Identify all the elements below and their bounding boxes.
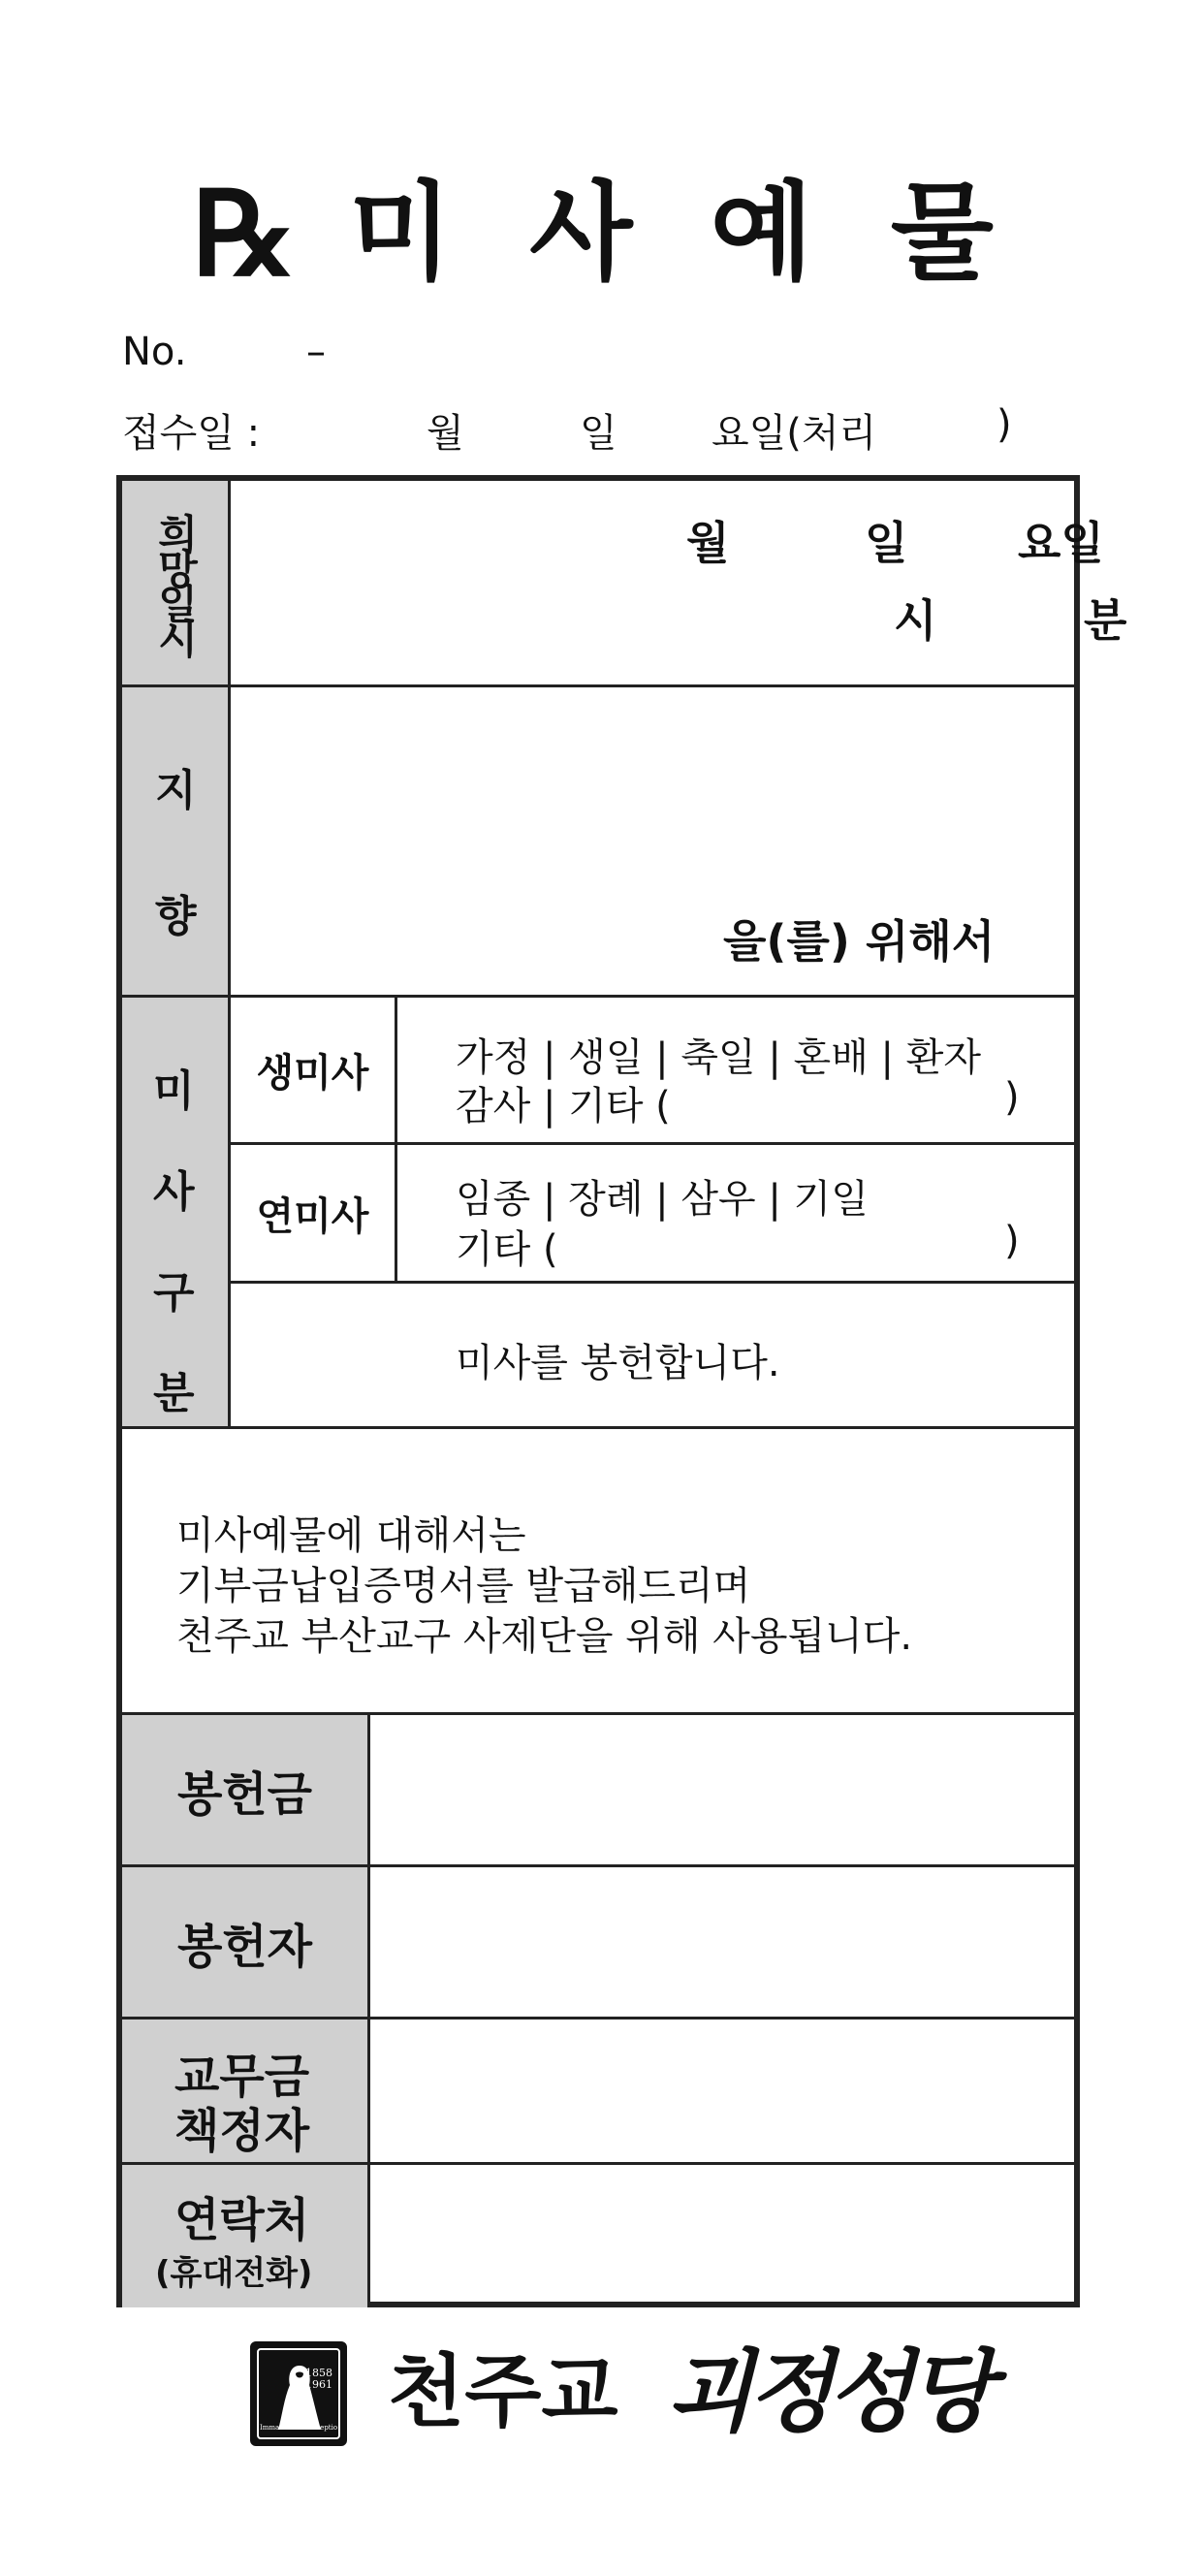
- contact-sub-label: (휴대전화): [155, 2254, 313, 2293]
- donor-field[interactable]: [370, 1864, 1080, 2017]
- no-label: No.: [122, 330, 187, 374]
- parish-dues-label: 교무금 책정자: [122, 2017, 370, 2162]
- number-line: [122, 330, 326, 374]
- no-dash: –: [306, 330, 326, 374]
- received-close-paren: ): [996, 402, 1012, 447]
- deceased-mass-line1: 임종 | 장례 | 삼우 | 기일: [456, 1177, 869, 1222]
- rx-symbol: ℞: [192, 166, 297, 302]
- living-mass-options[interactable]: [397, 995, 1080, 1142]
- notice-line2: 기부금납입증명서를 발급해드리며: [176, 1564, 751, 1608]
- living-mass-line1: 가정 | 생일 | 축일 | 혼배 | 환자: [456, 1035, 982, 1080]
- logo-caption: Immaculate Conceptio: [259, 2424, 338, 2432]
- notice-line3: 천주교 부산교구 사제단을 위해 사용됩니다.: [176, 1614, 913, 1659]
- amount-field[interactable]: [370, 1712, 1080, 1864]
- intention-field[interactable]: [231, 684, 1080, 995]
- received-label: 접수일 :: [122, 411, 261, 456]
- received-weekday-process: 요일(처리: [712, 411, 877, 456]
- deceased-mass-label: 연미사: [231, 1142, 397, 1281]
- contact-label: 연락처 (휴대전화): [122, 2162, 370, 2307]
- logo-year-1: 1858: [305, 2367, 332, 2379]
- intention-for-text: 을(를) 위해서: [723, 915, 996, 968]
- mass-offer-text: 미사를 봉헌합니다.: [456, 1341, 780, 1385]
- church-name: 괴정성당: [667, 2339, 989, 2444]
- notice-line1: 미사예물에 대해서는: [176, 1513, 526, 1558]
- mass-offer-row: [231, 1281, 1080, 1426]
- living-mass-label: 생미사: [231, 995, 397, 1142]
- desired-datetime-field[interactable]: [231, 481, 1127, 684]
- desired-datetime-label: 희망일시: [122, 481, 231, 684]
- logo-year-2: 1961: [305, 2378, 332, 2391]
- intention-label: 지 향: [122, 684, 231, 995]
- form-title: [0, 165, 1202, 301]
- deceased-mass-line2: 기타 (: [456, 1227, 558, 1272]
- mass-type-label: 미 사 구 분: [122, 995, 231, 1426]
- desired-hour: 시: [894, 594, 937, 647]
- deceased-mass-close: ): [1004, 1219, 1020, 1263]
- deceased-mass-options[interactable]: [397, 1142, 1080, 1281]
- footer: [0, 2332, 1202, 2496]
- desired-day: 일: [865, 517, 908, 569]
- org-name: 천주교: [388, 2346, 618, 2438]
- donor-label: 봉헌자: [122, 1864, 370, 2017]
- title-text: 미사예물: [349, 171, 1072, 295]
- contact-field[interactable]: [370, 2162, 1080, 2307]
- parish-dues-field[interactable]: [370, 2017, 1080, 2162]
- desired-weekday: 요일: [1018, 517, 1104, 569]
- desired-month: 월: [686, 517, 730, 569]
- mass-offering-form: [116, 475, 1127, 2307]
- living-mass-line2: 감사 | 기타 (: [456, 1084, 671, 1129]
- parish-logo: [250, 2341, 347, 2446]
- living-mass-close: ): [1004, 1075, 1020, 1120]
- received-month: 월: [427, 411, 464, 456]
- desired-minute: 분: [1084, 594, 1127, 647]
- notice-box: [122, 1426, 1080, 1712]
- received-date-line: [122, 402, 1091, 456]
- received-day: 일: [580, 411, 617, 456]
- amount-label: 봉헌금: [122, 1712, 370, 1864]
